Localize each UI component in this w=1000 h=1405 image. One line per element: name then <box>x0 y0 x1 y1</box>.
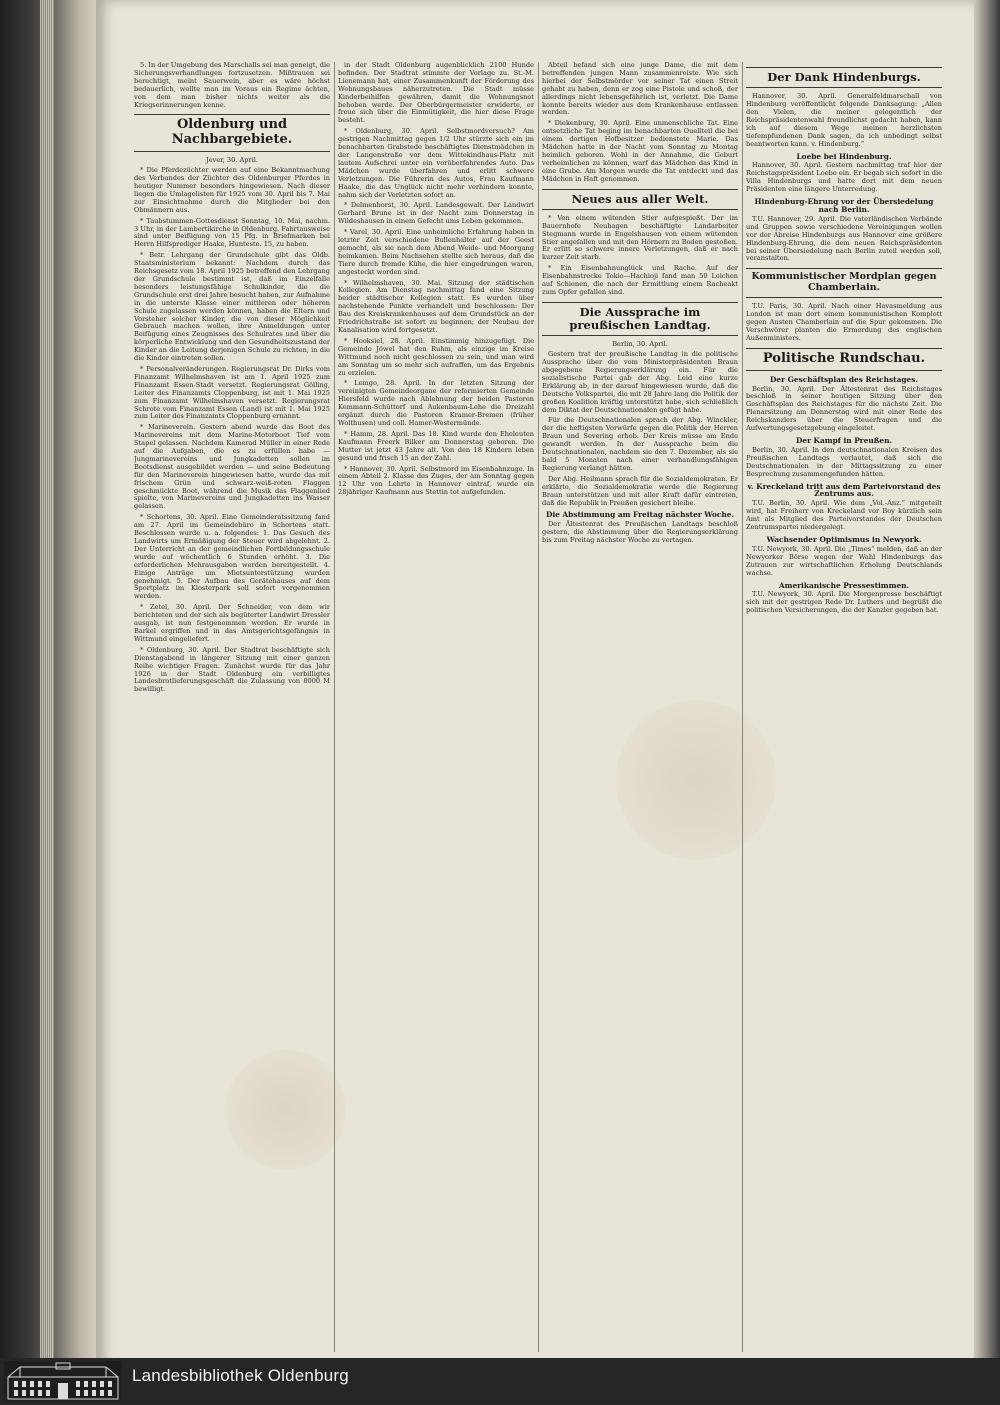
article-paragraph: Hannover, 30. April. Generalfeldmarschall von Hindenburg veröffentlicht folgende Danksagung: „Allen den Vielen, die meiner gelegentlich der Reichspräsidentenwahl freundlichst gedacht haben, kann ich auf diesem Wege meinen herzlichsten tiefempfundenen Dank sagen, da ich unbedingt selbst beantworten kann. v. Hindenburg.“ <box>746 92 942 148</box>
article-paragraph: Abteil befand sich eine junge Dame, die mit dem betreffenden jungen Mann zusammenreiste. Wie sich hierbei der Selbstmörder vor seiner Tat einen Streit gehabt zu haben, denn er zog eine Pistole und schoß, der allerdings nicht lebensgefährlich ist, verletzt. Die Dame konnte bereits wieder aus dem Krankenhause entlassen werden. <box>542 62 738 117</box>
column-1 <box>134 62 330 1352</box>
column-rule <box>538 62 539 1352</box>
article-paragraph: * Personalveränderungen. Regierungsrat Dr. Dirks vom Finanzamt Wilhelmshaven ist am 1. April 1925 zum Finanzamt Essen-Stadt versetzt. Regierungsrat Gölling, Leiter des Finanzamts Cloppenburg, ist mit 1. Mai 1925 zum Finanzamt Wilhelmshaven versetzt. Regierungsrat Schrote vom Finanzamt Essen (Land) ist mit 1. Mai 1925 zum Leiter des Finanzamts Cloppenburg ernannt. <box>134 364 330 421</box>
article-paragraph: * Die Pferdezüchter werden auf eine Bekanntmachung des Verbandes der Züchter des Oldenburger Pferdes in heutiger Nummer besonders hingewiesen. Nach dieser liegen die Umlagelisten für 1925 vom 30. April bis 7. Mai zur Einsichtnahme durch die Mitglieder bei den Obmännern aus. <box>134 166 330 214</box>
newspaper-page <box>96 0 974 1404</box>
article-paragraph: Der Abg. Heilmann sprach für die Sozialdemokraten. Er erklärte, die Sozialdemokratie werde die Regierung Braun unterstützen und mit aller Kraft dafür eintreten, daß die Republik in Preußen gesichert bleibe. <box>542 474 738 507</box>
article-paragraph: * Von einem wütenden Stier aufgespießt. Der im Bauernhofe Neuhagen beschäftigte Landarbeiter Stegmann wurde in Engelshausen von einem wütenden Stier angefallen und mit den Hörnern zu Boden gestoßen. Er erlitt so schwere innere Verletzungen, daß er nach kurzer Zeit starb. <box>542 213 738 262</box>
section-heading: Die Aussprache im preußischen Landtag. <box>542 302 738 336</box>
dateline: Berlin, 30. April. <box>612 340 668 349</box>
section-heading: Politische Rundschau. <box>746 348 942 371</box>
article-paragraph: * Delmenhorst, 30. April. Landesgewalt. Der Landwirt Gerhard Brune ist in der Nacht zum Donnerstag in Wildeshausen in einem Gefecht ums Leben gekommen. <box>338 201 534 226</box>
article-paragraph: * Oldenburg, 30. April. Selbstmordversuch? Am gestrigen Nachmittag gegen 1/2 Uhr stürzte sich ein im benachbarten Grabstede beschäftigtes Dienstmädchen in der Langenstraße vor dem Wittekindhaus-Platz mit lautem Aufschrei unter ein vorüberfahrendes Auto. Das Mädchen wurde überfahren und erlitt schwere Verletzungen. Die Führerin des Autos, Frau Kaufmann Haake, die das Unglück nicht mehr verhindern konnte, nahm sich der Verletzten sofort an. <box>338 127 534 199</box>
article-paragraph: T.U. Berlin, 30. April. Wie dem „Vol.-Anz.“ mitgeteilt wird, hat Freiherr von Kreckeland vor Boy kürzlich sein Amt als Mitglied des Parteivorstandes der Deutschen Zentrumspartei niedergelegt. <box>746 499 942 532</box>
article-paragraph: * Taubstummen-Gottesdienst Sonntag, 10. Mai, nachm. 3 Uhr, in der Lambertikirche in Oldenburg. Fahrtausweise sind unter Beifügung von 15 Pfg. in Briefmarken bei Herrn Hilfsprediger Haake, Hunteste. 15, zu haben. <box>134 216 330 249</box>
page-edge-shadow <box>974 0 1000 1404</box>
article-paragraph: T.U. Newyork, 30. April. Die Morgenpresse beschäftigt sich mit der gestrigen Rede Dr. Luthers und begrüßt die politischen Versicherungen, die der Kanzler gegeben hat. <box>746 590 942 615</box>
section-heading: Oldenburg und Nachbargebiete. <box>134 114 330 152</box>
article-paragraph: * Zetel, 30. April. Der Schneider, von dem wir berichteten und der sich als begüterter Landwirt Dressler ausgab, ist nun festgenommen worden. Er wurde in Barkel ergriffen und in das Amtsgerichtsgefängnis in Wittmund eingeliefert. <box>134 603 330 643</box>
section-heading: Kommunistischer Mordplan gegen Chamberlain. <box>746 268 942 298</box>
article-subheading: v. Kreckeland tritt aus dem Parteivorstand des Zentrums aus. <box>747 481 941 499</box>
column-4 <box>746 62 942 1352</box>
article-paragraph: Für die Deutschnationalen sprach der Abg. Winckler, der die heftigsten Vorwürfe gegen die Politik der Herren Braun und Severing erhob. Der Kreis müsse am Ende gewandt werden. In der Aussprache beim die Deutschnationalen, nachdem sie den 7. Dezember, als sie bald 5 Monaten nach einer verhandlungsfähigen Regierung verlangt hätten. <box>542 416 738 472</box>
article-paragraph: * Oldenburg, 30. April. Der Stadtrat beschäftigte sich Dienstagabend in längerer Sitzung mit einer ganzen Reihe wichtiger Fragen. Zunächst wurde für das Jahr 1926 in der Stadt Oldenburg ein verbilligtes Landesbrotlieferungsgeschäft die Zulassung von 8000 M bewilligt. <box>134 645 330 694</box>
column-rule <box>742 62 743 1352</box>
dateline: Jever, 30. April. <box>206 156 258 165</box>
article-paragraph: T.U. Hannover, 29. April. Die vaterländischen Verbände und Gruppen sowie verschiedene Vereinigungen wollen vor der Abreise Hindenburgs aus Hannover eine größere Hindenburg-Ehrung, die dem neuen Reichspräsidenten bei seiner Übersiedelung nach Berlin zuteil werden soll, veranstalten. <box>746 214 942 263</box>
article-paragraph: in der Stadt Oldenburg augenblicklich 2100 Hunde befinden. Der Stadtrat stimmte der Vorlage zu. St.-M. Lienemann hat, einer Zusammenkunft der Förderung des Wohnungsbaues näherzutreten. Die Stadt müsse Kinderbeihilfen gewähren, damit die Wohnungsnot behoben werde. Der Oberbürgermeister erwiderte, er freue sich über die Einmütigkeit, die hier diese Frage besteht. <box>338 62 534 125</box>
article-paragraph: T.U. Newyork, 30. April. Die „Times“ melden, daß an der Newyorker Börse wegen der Wahl Hindenburgs das Zutrauen zur wirtschaftlichen Erholung Deutschlands wachse. <box>746 544 942 577</box>
article-paragraph: Berlin, 30. April. In den deutschnationalen Kreisen des Preußischen Landtags verlautet, daß sich die Deutschnationalen in der Mittagssitzung zu einer Besprechung zusammengefunden hätten. <box>746 445 942 478</box>
article-paragraph: * Varel, 30. April. Eine unheimliche Erfahrung haben in letzter Zeit verschiedene Bullenhalter auf der Geest gemacht, als sie nach dem Abend Weide- und Moorgang heimkamen. Beim Nachsehen stellte sich heraus, daß die Tiere durch fremde Kühe, die hier eingedrungen waren, angesteckt worden sind. <box>338 228 534 276</box>
article-paragraph: 5. In der Umgebung des Marschalls sei man geneigt, die Sicherungsverhandlungen fortzusetzen. Mißtrauen sei berechtigt, meint Sauerwein, aber es wäre höchst bedauerlich, wollte man im Voraus ein Regime ächten, von dem man bisher nichts weiter als die Kriegserinnerungen kenne. <box>134 62 330 109</box>
article-paragraph: * Schortens, 30. April. Eine Gemeinderatssitzung fand am 27. April im Gemeindebüro in Schortens statt. Beschlossen wurde u. a. folgendes: 1. Das Gesuch des Landwirts um Ermäßigung der Steuer wird abgelehnt. 2. Der Unterricht an der gemeindlichen Fortbildungsschule wurde auf wöchentlich 6 Stunden erhöht. 3. Die erforderlichen Mehrausgaben werden bereitgestellt. 4. Einige Anträge um Mietsunterstützung wurden genehmigt. 5. Der Aufbau des Gerätehauses auf dem Sportplatz im Klosterpark soll sofort vorgenommen werden. <box>134 513 330 601</box>
article-paragraph: Hannover, 30. April. Gestern nachmittag traf hier der Reichstagspräsident Loebe ein. Er begab sich sofort in die Villa Hindenburgs und hatte dort mit dem neuen Präsidenten eine längere Unterredung. <box>746 161 942 194</box>
article-paragraph: * Hannover, 30. April. Selbstmord im Eisenbahnzuge. In einem Abteil 2. Klasse des Zuges, der am Sonntag gegen 12 Uhr von Lehrte in Hannover eintraf, wurde ein 28jähriger Kaufmann aus Stettin tot aufgefunden. <box>338 464 534 497</box>
column-3 <box>542 62 738 1352</box>
column-rule <box>334 62 335 1352</box>
article-paragraph: T.U. Paris, 30. April. Nach einer Havasmeldung aus London ist man dort einem kommunistischen Komplott gegen Austen Chamberlain auf die Spur gekommen. Die Verschwörer planten die Ermordung des englischen Außenministers. <box>746 302 942 342</box>
article-paragraph: * Hamm, 28. April. Das 18. Kind wurde den Eheleuten Kaufmann Freerk Bilker am Donnerstag geboren. Die Mutter ist jetzt 43 Jahre alt. Von den 18 Kindern leben gesund und frisch 15 an der Zahl. <box>338 429 534 462</box>
book-binding <box>0 0 100 1404</box>
article-paragraph: * Hooksiel, 28. April. Einstimmig hinzugefügt. Die Gemeinde Jöwel hat den Ruhm, als einzige im Kreise Wittmund noch nicht geschlossen zu sein, und man wird am Sonntag um so mehr sich aufraffen, um das Ergebnis zu erzielen. <box>338 336 534 377</box>
article-subheading: Hindenburg-Ehrung vor der Übersiedelung nach Berlin. <box>754 197 934 214</box>
library-name: Landesbibliothek Oldenburg <box>132 1366 349 1385</box>
article-subheading: Loebe bei Hindenburg. <box>796 151 892 161</box>
article-subheading: Die Abstimmung am Freitag nächster Woche. <box>545 510 735 520</box>
article-paragraph: * Marineverein. Gestern abend wurde das Boot des Marinevereins mit dem Marine-Motorboot Tief vom Stapel gelassen. Nachdem Kamerad Müller in einer Rede auf die Aufgaben, die es zu erfüllen habe — Jungmarinevereins und Jungkadetten sollen im Bootsdienst ausgebildet werden — und seine Bedeutung für den Marineverein hingewiesen hatte, wurde das mit frischem Grün und schwarz-weiß-roten Flaggen geschmückte Boot, während die Musik das Flaggenlied spielte, von Marinevereins und Jungkadetten ins Wasser gelassen. <box>134 423 330 511</box>
article-columns <box>134 62 964 1352</box>
article-paragraph: * Diekenburg, 30. April. Eine unmenschliche Tat. Eine entsetzliche Tat beging im benachbarten Ouellteil die bei einem dortigen Hofbesitzer bedienstete Marie. Das Mädchen hatte in der Nacht vom Sonntag zu Montag heimlich geboren. Wohl in der Annahme, die Geburt verheimlichen zu können, warf das Mädchen das Kind in eine Grube. Am Morgen wurde die Tat entdeckt und das Mädchen in Haft genommen. <box>542 119 738 183</box>
article-paragraph: * Betr. Lehrgang der Grundschule gibt das Oldb. Staatsministerium bekannt: Nachdem durch das Reichsgesetz vom 18. April 1925 betreffend den Lehrgang der Grundschule bestimmt ist, daß im Einzelfalle besonders leistungsfähige Schulkinder, die die Grundschule erst drei Jahre besucht haben, zur Aufnahme in die unterste Klasse einer mittleren oder höheren Schule zugelassen werden können, haben die Eltern und Vorsteher solcher Kinder, die von dieser Möglichkeit Gebrauch machen wollen, ihre Anmeldungen unter Beifügung eines Zeugnisses des Schulrates und über die körperliche Entwicklung und den Gesundheitszustand der Kinder an die Leitung derjenigen Schule zu richten, in die die Kinder eintreten sollen. <box>134 251 330 363</box>
article-subheading: Der Geschäftsplan des Reichstages. <box>770 374 918 384</box>
article-subheading: Amerikanische Pressestimmen. <box>778 580 910 590</box>
article-paragraph: Der Ältestenrat des Preußischen Landtags beschloß gestern, die Abstimmung über die Regierungserklärung bis zum Freitag nächster Woche zu vertagen. <box>542 520 738 545</box>
section-heading: Neues aus aller Welt. <box>542 189 738 210</box>
article-paragraph: * Ein Eisenbahnunglück und Rache. Auf der Eisenbahnstrecke Tokio—Hachioji fand man 50 Leichen auf Schienen, die nach der Ermittlung einem Racheakt zum Opfer gefallen sind. <box>542 264 738 296</box>
article-paragraph: Berlin, 30. April. Der Ältestenrat des Reichstages beschloß in seiner heutigen Sitzung über den Geschäftsplan des Reichstages für die nächste Zeit. Die Plenarsitzung am Donnerstag wird mit einer Rede des Reichskanzlers über die Steuerfragen und die Aufwertungsgesetzgebung eingeleitet. <box>746 384 942 433</box>
article-paragraph: * Lemgo, 28. April. In der letzten Sitzung der vereinigten Gemeindeorgane der reformierten Gemeinde Hiersfeld wurde nach Ablehnung der beiden Pastoren Kemmann-Schüttorf und Aukenbaum-Lehe die Dreizahl ergänzt durch die Pastoren Kramer-Bremen (früher Wolthusen) und coll. Hamer-Westermünde. <box>338 379 534 427</box>
article-paragraph: * Wilhelmshaven, 30. Mai. Sitzung der städtischen Kollegien. Am Dienstag nachmittag fand eine Sitzung beider städtischer Kollegien statt. Es wurden über nachstehende Punkte verhandelt und beschlossen: Der Bau des Kreiskrankenhauses auf dem Grundstück an der Friedrichstraße ist sofort zu beginnen; der Neubau der Kanalisation wird fortgesetzt. <box>338 278 534 334</box>
article-paragraph: Gestern trat der preußische Landtag in die politische Aussprache über die vom Ministerpräsidenten Braun abgegebene Regierungserklärung ein. Für die sozialistische Partei gab der Abg. Leid eine kurze Erklärung ab, in der darauf hingewiesen wurde, daß die Deutsche Volkspartei, die mit 28 Jahre lang die Politik der großen Koalition kräftig unterstützt habe, sich schließlich dem Diktat der Deutschnationalen gefügt habe. <box>542 350 738 414</box>
article-subheading: Der Kampf in Preußen. <box>795 436 893 445</box>
section-heading: Der Dank Hindenburgs. <box>746 67 942 88</box>
library-building-logo-svg <box>4 1361 122 1401</box>
article-subheading: Wachsender Optimismus in Newyork. <box>766 534 922 544</box>
library-building-logo-icon <box>4 1361 122 1401</box>
column-2 <box>338 62 534 1352</box>
